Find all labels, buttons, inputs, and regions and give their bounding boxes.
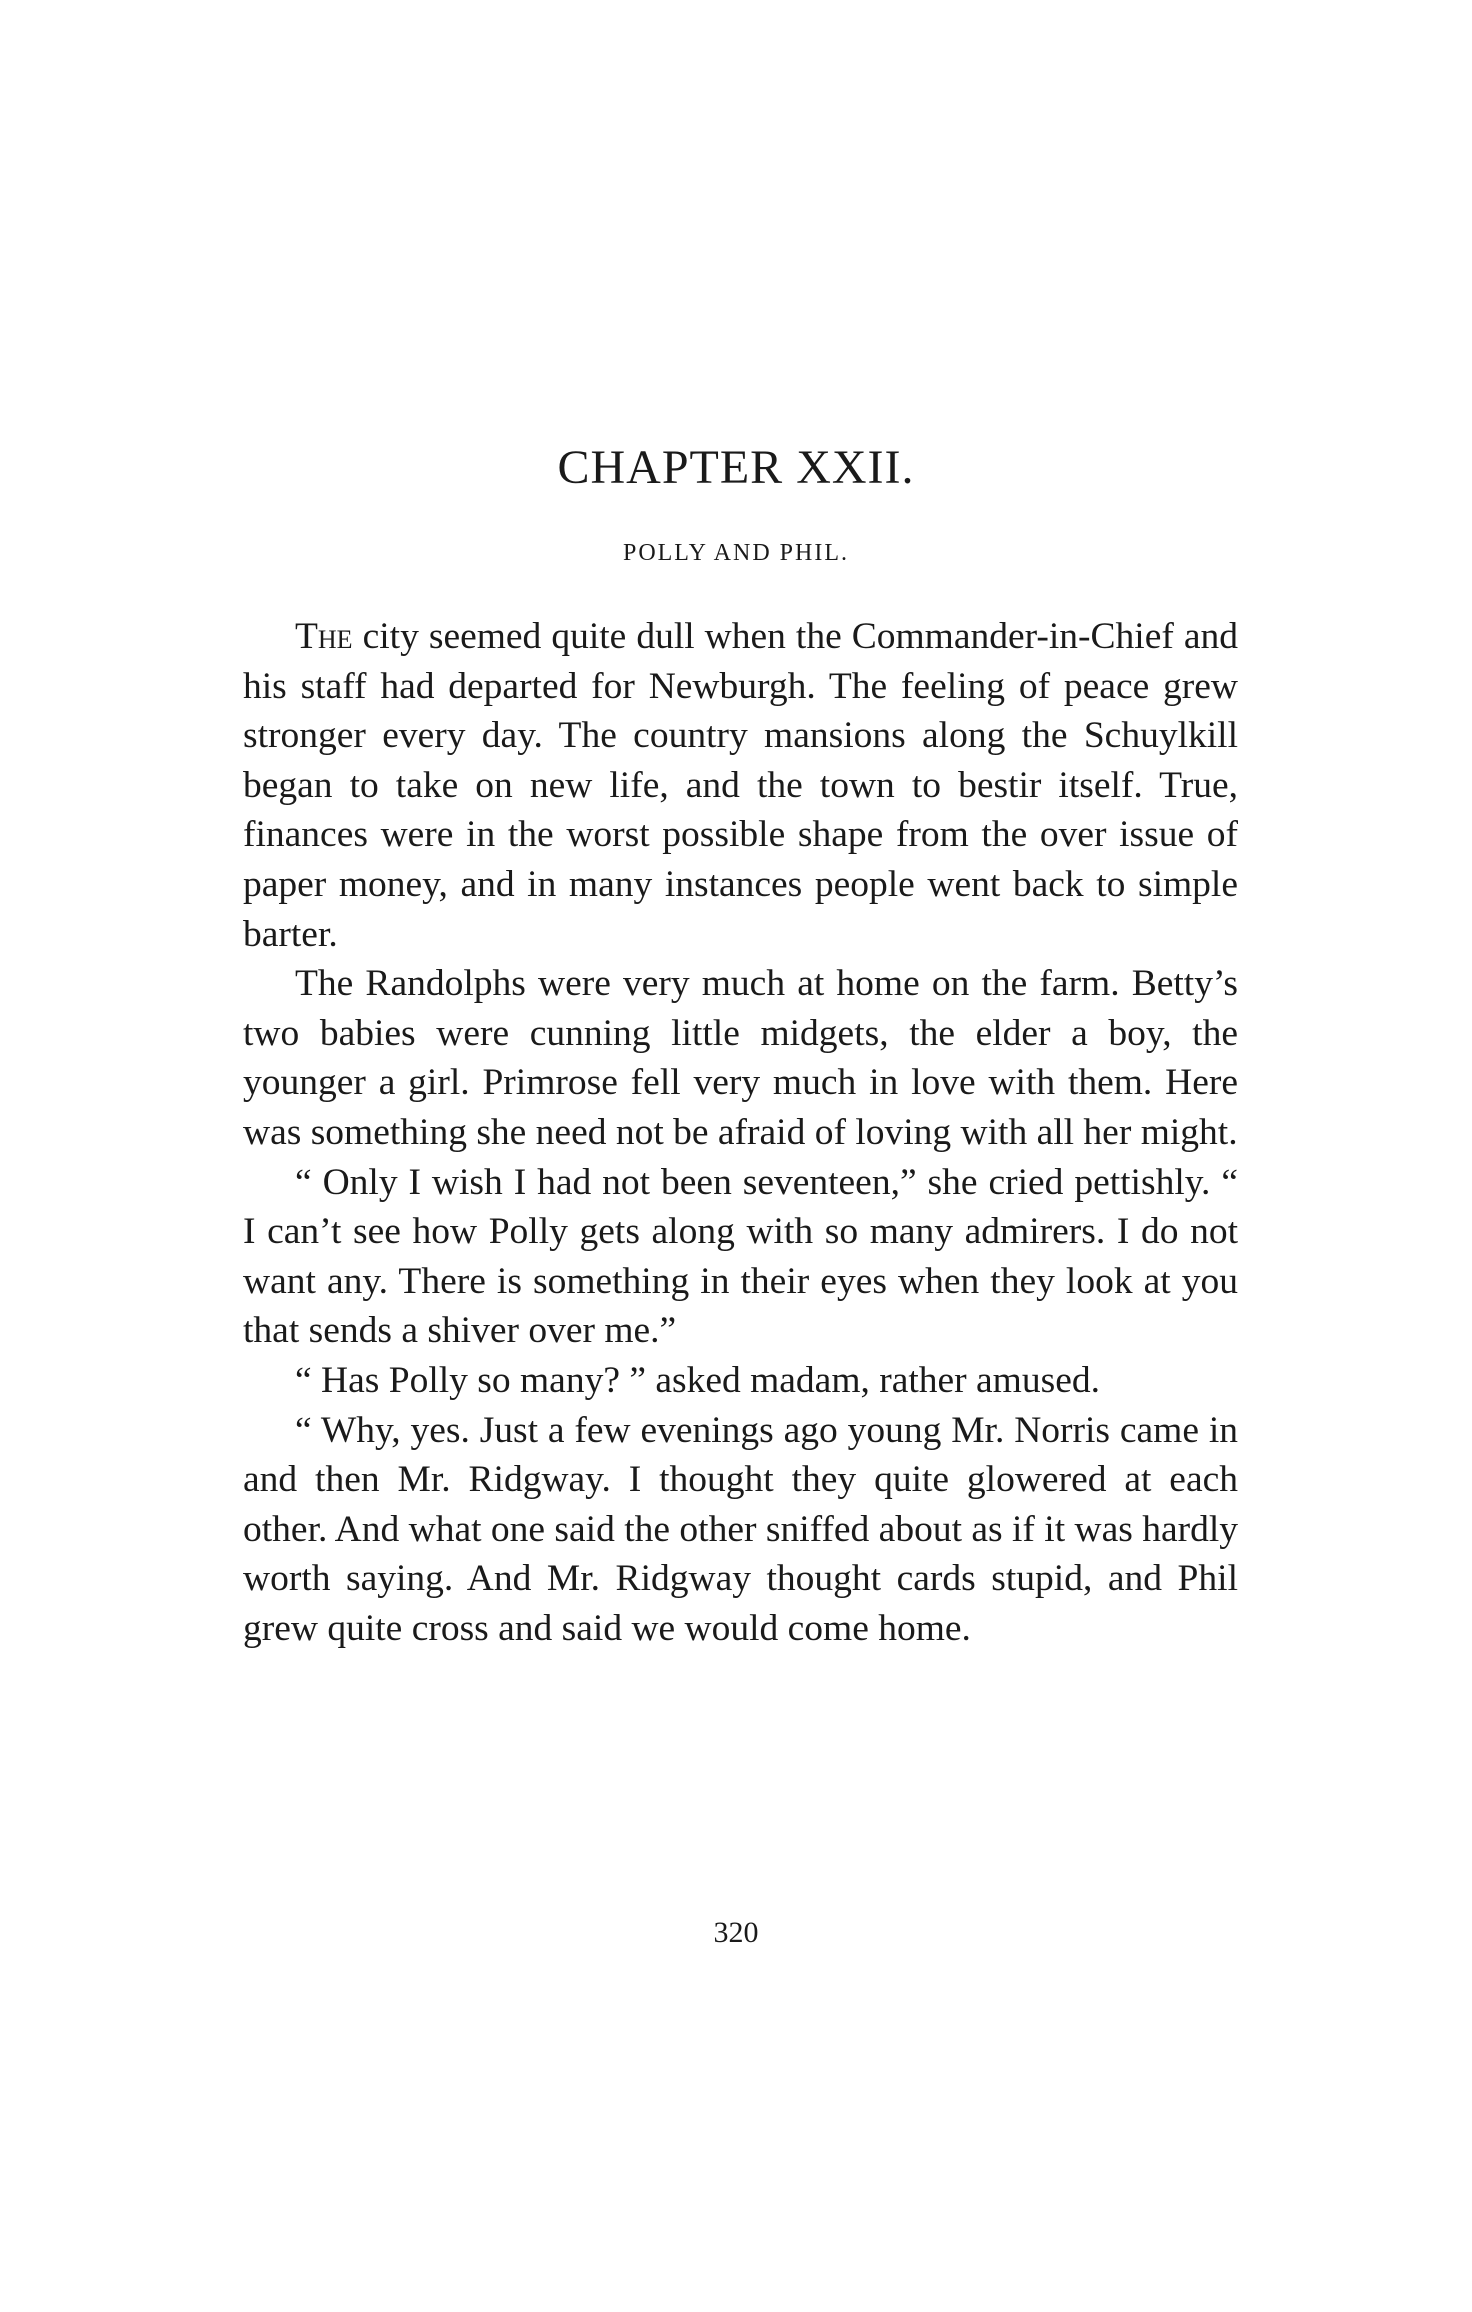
chapter-body — [243, 612, 1238, 1653]
paragraph-1 — [243, 612, 1238, 959]
paragraph-5: “ Why, yes. Just a few evenings ago young Mr. Norris came in and then Mr. Ridgway. I thought they quite glowered at each other. And what one said the other sniffed about as if it was hardly worth saying. And Mr. Ridgway thought cards stupid, and Phil grew quite cross and said we would come home. — [243, 1409, 1238, 1649]
paragraph-text: city seemed quite dull when the Commander-in-Chief and his staff had departed for Newburgh. The feeling of peace grew stronger every day. The country mansions along the Schuylkill began to take on new life, and the town to bestir itself. True, finances were in the worst possible shape from the over issue of paper money, and in many instances people went back to simple barter. — [243, 616, 1238, 955]
chapter-title: CHAPTER XXII. — [557, 441, 915, 494]
paragraph-3: “ Only I wish I had not been seventeen,” she cried pettishly. “ I can’t see how Polly gets along with so many admirers. I do not want any. There is something in their eyes when they look at you that sends a shiver over me.” — [243, 1161, 1238, 1352]
paragraph-2: The Randolphs were very much at home on the farm. Betty’s two babies were cunning little midgets, the elder a boy, the younger a girl. Primrose fell very much in love with them. Here was something she need not be afraid of loving with all her might. — [243, 963, 1238, 1153]
page-number: 320 — [713, 1916, 759, 1949]
paragraph-4: “ Has Polly so many? ” asked madam, rather amused. — [295, 1359, 1100, 1401]
paragraph-lead-word: The — [295, 616, 353, 657]
chapter-subtitle: POLLY AND PHIL. — [622, 540, 850, 566]
